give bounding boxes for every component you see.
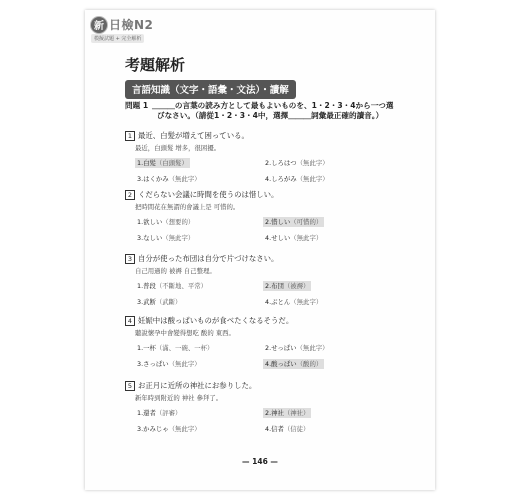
option-note: （滿、一碗、一杯）: [155, 344, 214, 352]
book-page: [85, 10, 435, 490]
option-text: 1.普段: [137, 282, 156, 290]
option-2: [263, 408, 391, 418]
option-2: [263, 158, 391, 168]
option-note: （無此字）: [168, 360, 201, 368]
brand-title: 日檢N2: [109, 18, 154, 32]
option-text: 3.武断: [137, 298, 156, 306]
option-text: 3.かみじゃ: [137, 425, 169, 433]
instruction: [125, 101, 415, 121]
option-highlight: [263, 359, 324, 369]
option-3: [135, 424, 263, 434]
option-text: 1.欲しい: [137, 218, 163, 226]
option-highlight: [263, 408, 311, 418]
option-1: [135, 281, 263, 291]
option-text: 3.はくかみ: [137, 175, 169, 183]
category-banner: 言語知識（文字・語彙・文法）・讀解: [125, 80, 296, 99]
section-title: 考題解析: [125, 56, 186, 74]
option-note: （無此字）: [296, 159, 329, 167]
instruction-line-1: ＿＿＿の言葉の読み方として最もよいものを、1・2・3・4から一つ選: [152, 101, 394, 110]
instruction-line-2: びなさい。（請從1・2・3・4中，選擇＿＿＿詞彙最正確的讀音。）: [157, 110, 384, 120]
option-note: （不斷地、平常）: [155, 282, 208, 290]
question-4: [125, 316, 415, 369]
option-highlight: [135, 158, 190, 168]
question-number: 5: [125, 381, 135, 391]
option-2: [263, 343, 391, 353]
option-note: （白頭髮）: [155, 159, 188, 167]
option-note: （無此字）: [290, 298, 323, 306]
options: [135, 217, 415, 243]
option-note: （被褥）: [283, 282, 310, 290]
question-translation: 把時間花在無謂的會議上是 可惜的。: [135, 203, 240, 211]
option-3: [135, 174, 263, 184]
option-note: （可惜的）: [290, 218, 323, 226]
question-translation: 新年時到附近的 神社 參拜了。: [135, 394, 223, 402]
option-text: 2.しろはつ: [265, 159, 297, 167]
option-note: （神社）: [283, 409, 310, 417]
option-note: （無此字）: [296, 344, 329, 352]
question-translation: 自己用過的 被褥 自己整理。: [135, 267, 216, 275]
brand: [91, 16, 153, 33]
option-note: （酸的）: [296, 360, 323, 368]
question-3: [125, 254, 415, 307]
option-note: （無此字）: [168, 175, 201, 183]
option-4: [263, 233, 391, 243]
options: [135, 343, 415, 369]
option-2: [263, 281, 391, 291]
option-note: （想要的）: [162, 218, 195, 226]
option-text: 4.しろがみ: [265, 175, 297, 183]
question-translation: 聽說懷孕中會變得想吃 酸的 東西。: [135, 329, 235, 337]
option-text: 2.神社: [265, 409, 284, 417]
question-sentence: お正月に近所の神社にお参りした。: [138, 381, 257, 390]
brand-logo-icon: 新: [91, 17, 107, 33]
option-text: 4.せしい: [265, 234, 291, 242]
option-note: （無此字）: [168, 425, 201, 433]
option-2: [263, 217, 391, 227]
option-highlight: [263, 217, 324, 227]
question-number: 3: [125, 254, 135, 264]
question-translation: 最近，白頭髮 增多，很困擾。: [135, 144, 221, 152]
option-text: 2.布団: [265, 282, 284, 290]
option-text: 2.せっぱい: [265, 344, 297, 352]
question-sentence: 自分が使った布団は自分で片づけなさい。: [138, 254, 279, 263]
question-number: 4: [125, 316, 135, 326]
option-text: 4.酸っぱい: [265, 360, 297, 368]
option-4: [263, 424, 391, 434]
option-text: 1.一杯: [137, 344, 156, 352]
instruction-label: 問題 1: [125, 101, 149, 110]
option-1: [135, 158, 263, 168]
option-text: 1.白髪: [137, 159, 156, 167]
question-number: 1: [125, 131, 135, 141]
option-text: 2.惜しい: [265, 218, 291, 226]
option-note: （武斷）: [155, 298, 182, 306]
options: [135, 158, 415, 184]
option-3: [135, 359, 263, 369]
option-note: （無此字）: [290, 234, 323, 242]
options: [135, 281, 415, 307]
option-note: （信徒）: [283, 425, 310, 433]
question-1: [125, 131, 415, 184]
option-text: 3.さっぱい: [137, 360, 169, 368]
option-highlight: [263, 281, 311, 291]
option-4: [263, 297, 391, 307]
options: [135, 408, 415, 434]
option-1: [135, 408, 263, 418]
question-sentence: 最近、白髪が増えて困っている。: [138, 131, 249, 140]
option-note: （無此字）: [162, 234, 195, 242]
option-3: [135, 297, 263, 307]
option-note: （無此字）: [296, 175, 329, 183]
question-5: [125, 381, 415, 434]
option-1: [135, 217, 263, 227]
option-text: 1.還者: [137, 409, 156, 417]
question-sentence: くだらない会議に時間を使うのは惜しい。: [138, 190, 279, 199]
question-sentence: 妊娠中は酸っぱいものが食べたくなるそうだ。: [138, 316, 294, 325]
option-text: 4.信者: [265, 425, 284, 433]
brand-subtitle: 模擬試題 + 完全解析: [91, 34, 144, 43]
option-text: 4.ぶとん: [265, 298, 291, 306]
option-3: [135, 233, 263, 243]
option-text: 3.なしい: [137, 234, 163, 242]
question-2: [125, 190, 415, 243]
page-number: — 146 —: [242, 457, 278, 466]
option-note: （評審）: [155, 409, 182, 417]
option-4: [263, 359, 391, 369]
option-4: [263, 174, 391, 184]
question-number: 2: [125, 190, 135, 200]
option-1: [135, 343, 263, 353]
